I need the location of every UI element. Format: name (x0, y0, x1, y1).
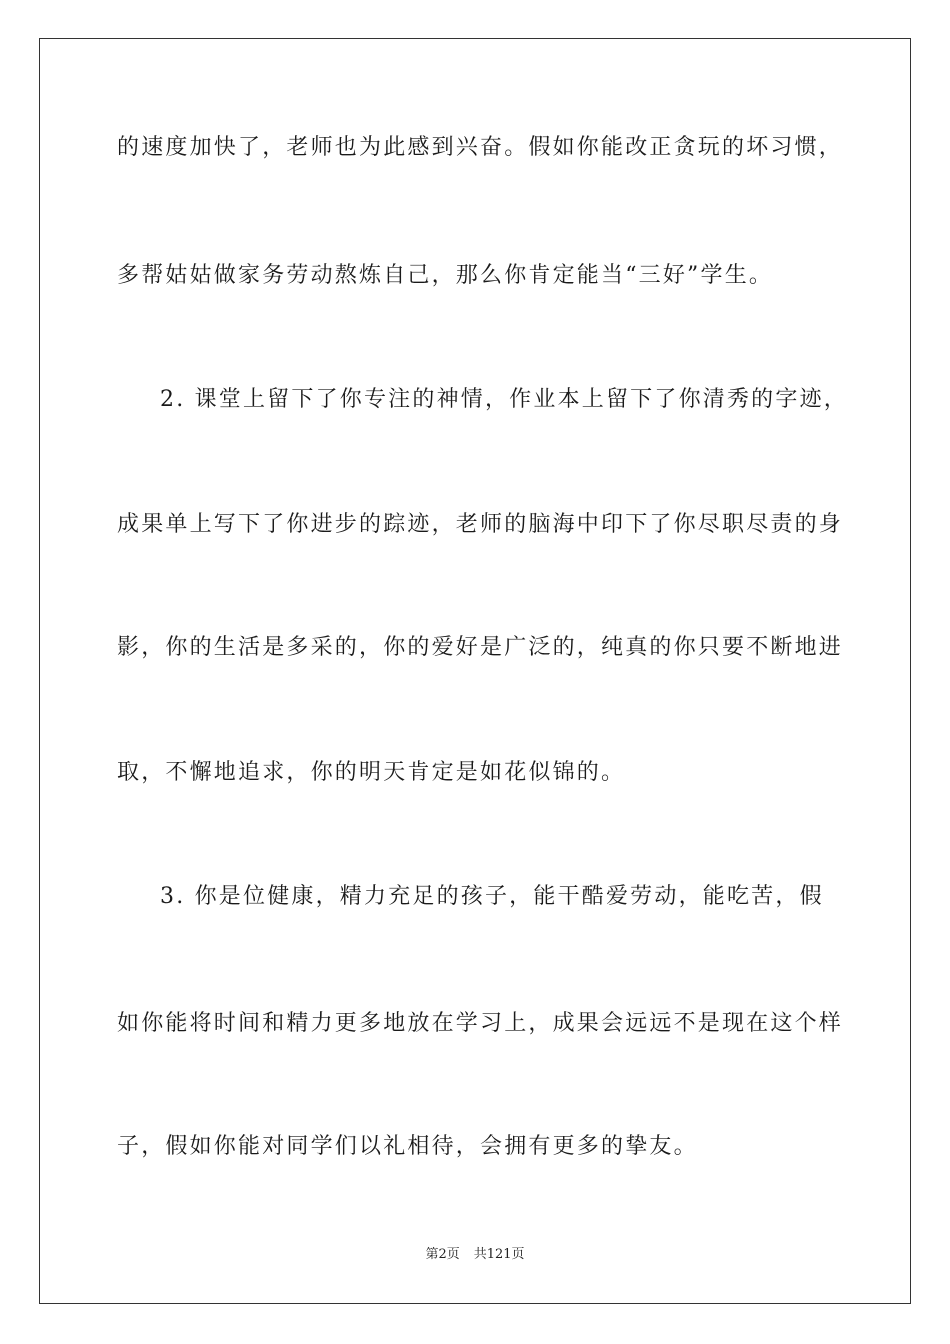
paragraph-3-start: 3. 你是位健康，精力充足的孩子，能干酷爱劳动，能吃苦，假 (160, 884, 824, 909)
paragraph-2-start: 2. 课堂上留下了你专注的神情，作业本上留下了你清秀的字迹， (160, 387, 848, 412)
page-number: 第2页 (425, 1247, 460, 1262)
page-footer (0, 1246, 950, 1264)
text-line: 取，不懈地追求，你的明天肯定是如花似锦的。 (117, 760, 626, 785)
text-line: 的速度加快了，老师也为此感到兴奋。假如你能改正贪玩的坏习惯， (117, 135, 844, 160)
page-frame (39, 38, 911, 1304)
text-line: 影，你的生活是多采的，你的爱好是广泛的，纯真的你只要不断地进 (117, 635, 844, 660)
page-total: 共121页 (473, 1247, 525, 1262)
text-line: 子，假如你能对同学们以礼相待，会拥有更多的挚友。 (117, 1134, 698, 1159)
text-line: 成果单上写下了你进步的踪迹，老师的脑海中印下了你尽职尽责的身 (117, 512, 844, 537)
text-line: 多帮姑姑做家务劳动熬炼自己，那么你肯定能当“三好”学生。 (117, 263, 774, 288)
text-line: 如你能将时间和精力更多地放在学习上，成果会远远不是现在这个样 (117, 1011, 844, 1036)
